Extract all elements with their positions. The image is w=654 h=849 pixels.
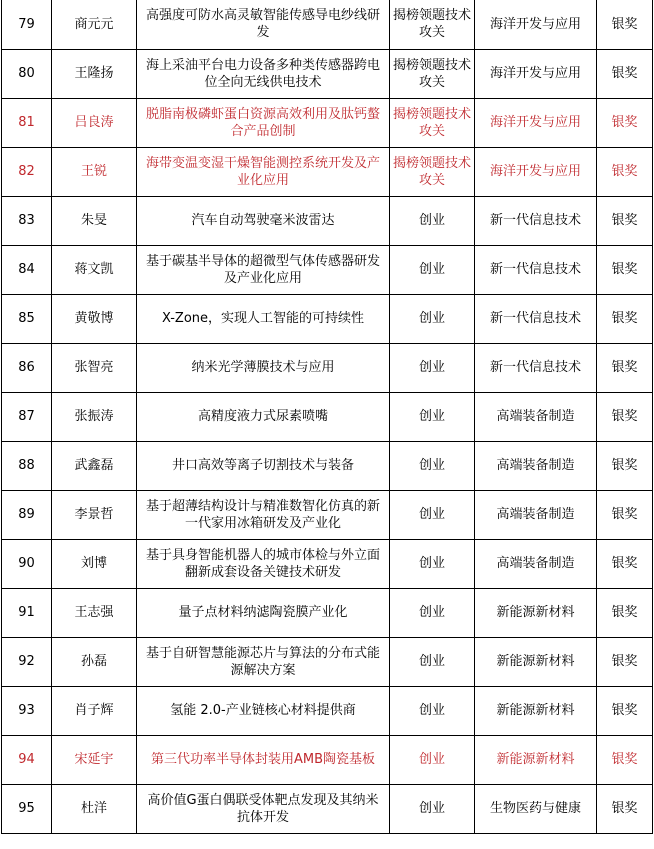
- row-number: 93: [2, 686, 52, 735]
- award-level: 银奖: [597, 441, 653, 490]
- industry-field: 新能源新材料: [475, 735, 597, 784]
- industry-field: 新一代信息技术: [475, 196, 597, 245]
- industry-field: 新一代信息技术: [475, 343, 597, 392]
- award-level: 银奖: [597, 784, 653, 833]
- project-title: 汽车自动驾驶毫米波雷达: [137, 196, 390, 245]
- industry-field: 新一代信息技术: [475, 294, 597, 343]
- table-row: [2, 245, 653, 294]
- row-number: 79: [2, 0, 52, 49]
- project-title: 基于具身智能机器人的城市体检与外立面翻新成套设备关键技术研发: [137, 539, 390, 588]
- competition-track: 创业: [390, 588, 475, 637]
- table-row: [2, 147, 653, 196]
- table-row: [2, 196, 653, 245]
- winner-name: 张智亮: [52, 343, 137, 392]
- row-number: 91: [2, 588, 52, 637]
- row-number: 80: [2, 49, 52, 98]
- table-row: [2, 735, 653, 784]
- table-row: [2, 588, 653, 637]
- row-number: 95: [2, 784, 52, 833]
- winner-name: 杜洋: [52, 784, 137, 833]
- winner-name: 刘博: [52, 539, 137, 588]
- competition-track: 揭榜领题技术攻关: [390, 49, 475, 98]
- project-title: 纳米光学薄膜技术与应用: [137, 343, 390, 392]
- winner-name: 蒋文凯: [52, 245, 137, 294]
- table-row: [2, 686, 653, 735]
- project-title: 脱脂南极磷虾蛋白资源高效利用及肽钙螯合产品创制: [137, 98, 390, 147]
- project-title: 氢能 2.0-产业链核心材料提供商: [137, 686, 390, 735]
- award-level: 银奖: [597, 637, 653, 686]
- table-row: [2, 784, 653, 833]
- row-number: 84: [2, 245, 52, 294]
- award-level: 银奖: [597, 490, 653, 539]
- winner-name: 商元元: [52, 0, 137, 49]
- winner-name: 孙磊: [52, 637, 137, 686]
- competition-track: 创业: [390, 294, 475, 343]
- row-number: 85: [2, 294, 52, 343]
- project-title: 高价值G蛋白偶联受体靶点发现及其纳米抗体开发: [137, 784, 390, 833]
- table-row: [2, 539, 653, 588]
- industry-field: 海洋开发与应用: [475, 49, 597, 98]
- project-title: 高强度可防水高灵敏智能传感导电纱线研发: [137, 0, 390, 49]
- project-title: 海带变温变湿干燥智能测控系统开发及产业化应用: [137, 147, 390, 196]
- competition-track: 创业: [390, 343, 475, 392]
- winner-name: 肖子辉: [52, 686, 137, 735]
- winner-name: 武鑫磊: [52, 441, 137, 490]
- industry-field: 海洋开发与应用: [475, 98, 597, 147]
- row-number: 87: [2, 392, 52, 441]
- table-body: [2, 0, 653, 833]
- table-row: [2, 490, 653, 539]
- award-level: 银奖: [597, 686, 653, 735]
- award-level: 银奖: [597, 98, 653, 147]
- row-number: 92: [2, 637, 52, 686]
- row-number: 86: [2, 343, 52, 392]
- industry-field: 新能源新材料: [475, 588, 597, 637]
- table-row: [2, 98, 653, 147]
- row-number: 89: [2, 490, 52, 539]
- award-level: 银奖: [597, 196, 653, 245]
- table-row: [2, 637, 653, 686]
- industry-field: 高端装备制造: [475, 392, 597, 441]
- row-number: 88: [2, 441, 52, 490]
- winner-name: 王隆扬: [52, 49, 137, 98]
- industry-field: 海洋开发与应用: [475, 0, 597, 49]
- industry-field: 海洋开发与应用: [475, 147, 597, 196]
- competition-track: 揭榜领题技术攻关: [390, 0, 475, 49]
- competition-track: 创业: [390, 490, 475, 539]
- row-number: 90: [2, 539, 52, 588]
- table-row: [2, 0, 653, 49]
- industry-field: 生物医药与健康: [475, 784, 597, 833]
- project-title: 基于碳基半导体的超微型气体传感器研发及产业化应用: [137, 245, 390, 294]
- award-level: 银奖: [597, 245, 653, 294]
- winner-name: 李景哲: [52, 490, 137, 539]
- industry-field: 新一代信息技术: [475, 245, 597, 294]
- competition-track: 创业: [390, 686, 475, 735]
- award-level: 银奖: [597, 0, 653, 49]
- competition-track: 创业: [390, 245, 475, 294]
- project-title: 第三代功率半导体封装用AMB陶瓷基板: [137, 735, 390, 784]
- competition-track: 揭榜领题技术攻关: [390, 147, 475, 196]
- competition-track: 创业: [390, 441, 475, 490]
- table-row: [2, 49, 653, 98]
- competition-track: 创业: [390, 735, 475, 784]
- winner-name: 吕良涛: [52, 98, 137, 147]
- awards-table: [1, 0, 653, 834]
- table-row: [2, 343, 653, 392]
- industry-field: 新能源新材料: [475, 637, 597, 686]
- project-title: 高精度液力式尿素喷嘴: [137, 392, 390, 441]
- project-title: 海上采油平台电力设备多种类传感器跨电位全向无线供电技术: [137, 49, 390, 98]
- project-title: 量子点材料纳滤陶瓷膜产业化: [137, 588, 390, 637]
- row-number: 94: [2, 735, 52, 784]
- competition-track: 揭榜领题技术攻关: [390, 98, 475, 147]
- award-level: 银奖: [597, 735, 653, 784]
- award-level: 银奖: [597, 588, 653, 637]
- table-row: [2, 441, 653, 490]
- award-level: 银奖: [597, 539, 653, 588]
- competition-track: 创业: [390, 392, 475, 441]
- row-number: 82: [2, 147, 52, 196]
- industry-field: 高端装备制造: [475, 441, 597, 490]
- row-number: 83: [2, 196, 52, 245]
- competition-track: 创业: [390, 196, 475, 245]
- winner-name: 王志强: [52, 588, 137, 637]
- industry-field: 新能源新材料: [475, 686, 597, 735]
- award-level: 银奖: [597, 294, 653, 343]
- project-title: 基于超薄结构设计与精准数智化仿真的新一代家用冰箱研发及产业化: [137, 490, 390, 539]
- competition-track: 创业: [390, 637, 475, 686]
- winner-name: 宋延宇: [52, 735, 137, 784]
- award-level: 银奖: [597, 147, 653, 196]
- row-number: 81: [2, 98, 52, 147]
- table-row: [2, 392, 653, 441]
- award-level: 银奖: [597, 49, 653, 98]
- project-title: 基于自研智慧能源芯片与算法的分布式能源解决方案: [137, 637, 390, 686]
- winner-name: 王锐: [52, 147, 137, 196]
- industry-field: 高端装备制造: [475, 490, 597, 539]
- award-level: 银奖: [597, 343, 653, 392]
- project-title: X-Zone，实现人工智能的可持续性: [137, 294, 390, 343]
- winner-name: 黄敬博: [52, 294, 137, 343]
- winner-name: 朱旻: [52, 196, 137, 245]
- industry-field: 高端装备制造: [475, 539, 597, 588]
- competition-track: 创业: [390, 784, 475, 833]
- award-level: 银奖: [597, 392, 653, 441]
- winner-name: 张振涛: [52, 392, 137, 441]
- competition-track: 创业: [390, 539, 475, 588]
- project-title: 井口高效等离子切割技术与装备: [137, 441, 390, 490]
- table-row: [2, 294, 653, 343]
